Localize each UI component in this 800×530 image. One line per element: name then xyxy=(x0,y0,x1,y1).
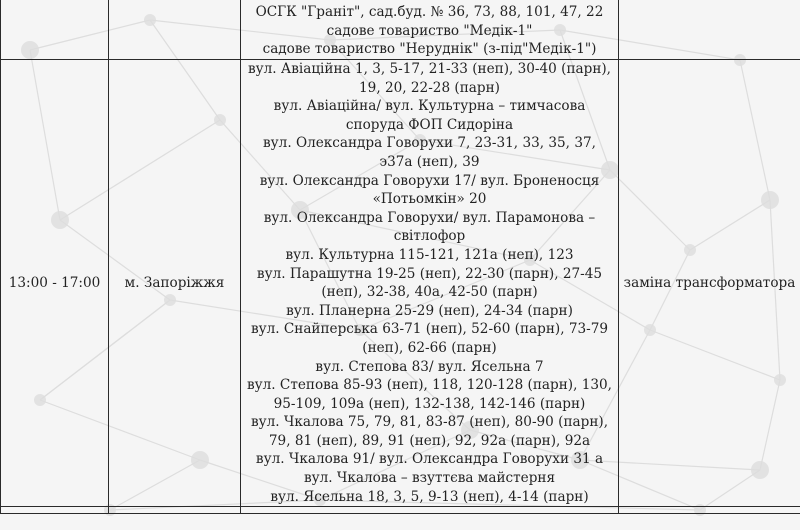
address-line: вул. Чкалова 75, 79, 81, 83-87 (неп), 80-90 (парн), 79, 81 (неп), 89, 91 (неп), 92, 92а (парн), 92а xyxy=(250,414,609,449)
address-line: вул. Степова 85-93 (неп), 118, 120-128 (парн), 130, 95-109, 109а (неп), 132-138, 142-146 (парн) xyxy=(247,377,612,412)
table-row-previous xyxy=(1,0,800,60)
address-cell-previous xyxy=(241,0,619,60)
address-line: вул. Степова 83/ вул. Ясельна 7 xyxy=(315,358,544,375)
address-line: вул. Олександра Говорухи 17/ вул. Броненосця «Потьомкін» 20 xyxy=(259,172,600,208)
city-cell-empty xyxy=(109,0,241,60)
address-line: вул. Чкалова 91/ вул. Олександра Говорухи 31 а xyxy=(255,451,604,468)
address-line: ОСГК "Граніт", сад.буд. № 36, 73, 88, 101, 47, 22 xyxy=(255,4,604,21)
address-line: вул. Авіаційна 1, 3, 5-17, 21-33 (неп), 30-40 (парн), 19, 20, 22-28 (парн) xyxy=(247,61,611,96)
city-cell: м. Запоріжжя xyxy=(109,60,241,507)
address-line: вул. Олександра Говорухи 7, 23-31, 33, 35, 37, э37а (неп), 39 xyxy=(263,135,596,170)
table-row-next xyxy=(1,507,800,514)
time-cell-empty xyxy=(1,0,109,60)
address-line: вул. Парашутна 19-25 (неп), 22-30 (парн), 27-45 (неп), 32-38, 40а, 42-50 (парн) xyxy=(256,265,603,301)
address-cell xyxy=(241,60,619,507)
address-line: вул. Снайперська 63-71 (неп), 52-60 (парн), 73-79 (неп), 62-66 (парн) xyxy=(250,321,609,356)
address-line: вул. Авіаційна/ вул. Культурна – тимчасова споруда ФОП Сидоріна xyxy=(273,98,586,133)
address-line: вул. Чкалова – взуттєва майстерня xyxy=(303,470,556,487)
address-line: садове товариство "Неруднік" (з-під"Медік-1") xyxy=(262,41,597,58)
reason-cell-empty xyxy=(619,0,800,60)
table-row xyxy=(1,60,800,507)
address-line: вул. Ясельна 18, 3, 5, 9-13 (неп), 4-14 (парн) xyxy=(270,488,589,505)
address-line: садове товариство "Медік-1" xyxy=(326,22,533,39)
address-line: вул. Олександра Говорухи/ вул. Парамонова – світлофор xyxy=(263,209,596,245)
address-line: вул. Культурна 115-121, 121а (неп), 123 xyxy=(285,246,574,263)
reason-cell: заміна трансформатора xyxy=(619,60,800,507)
address-line: вул. Планерна 25-29 (неп), 24-34 (парн) xyxy=(286,302,573,319)
time-cell: 13:00 - 17:00 xyxy=(1,60,109,507)
